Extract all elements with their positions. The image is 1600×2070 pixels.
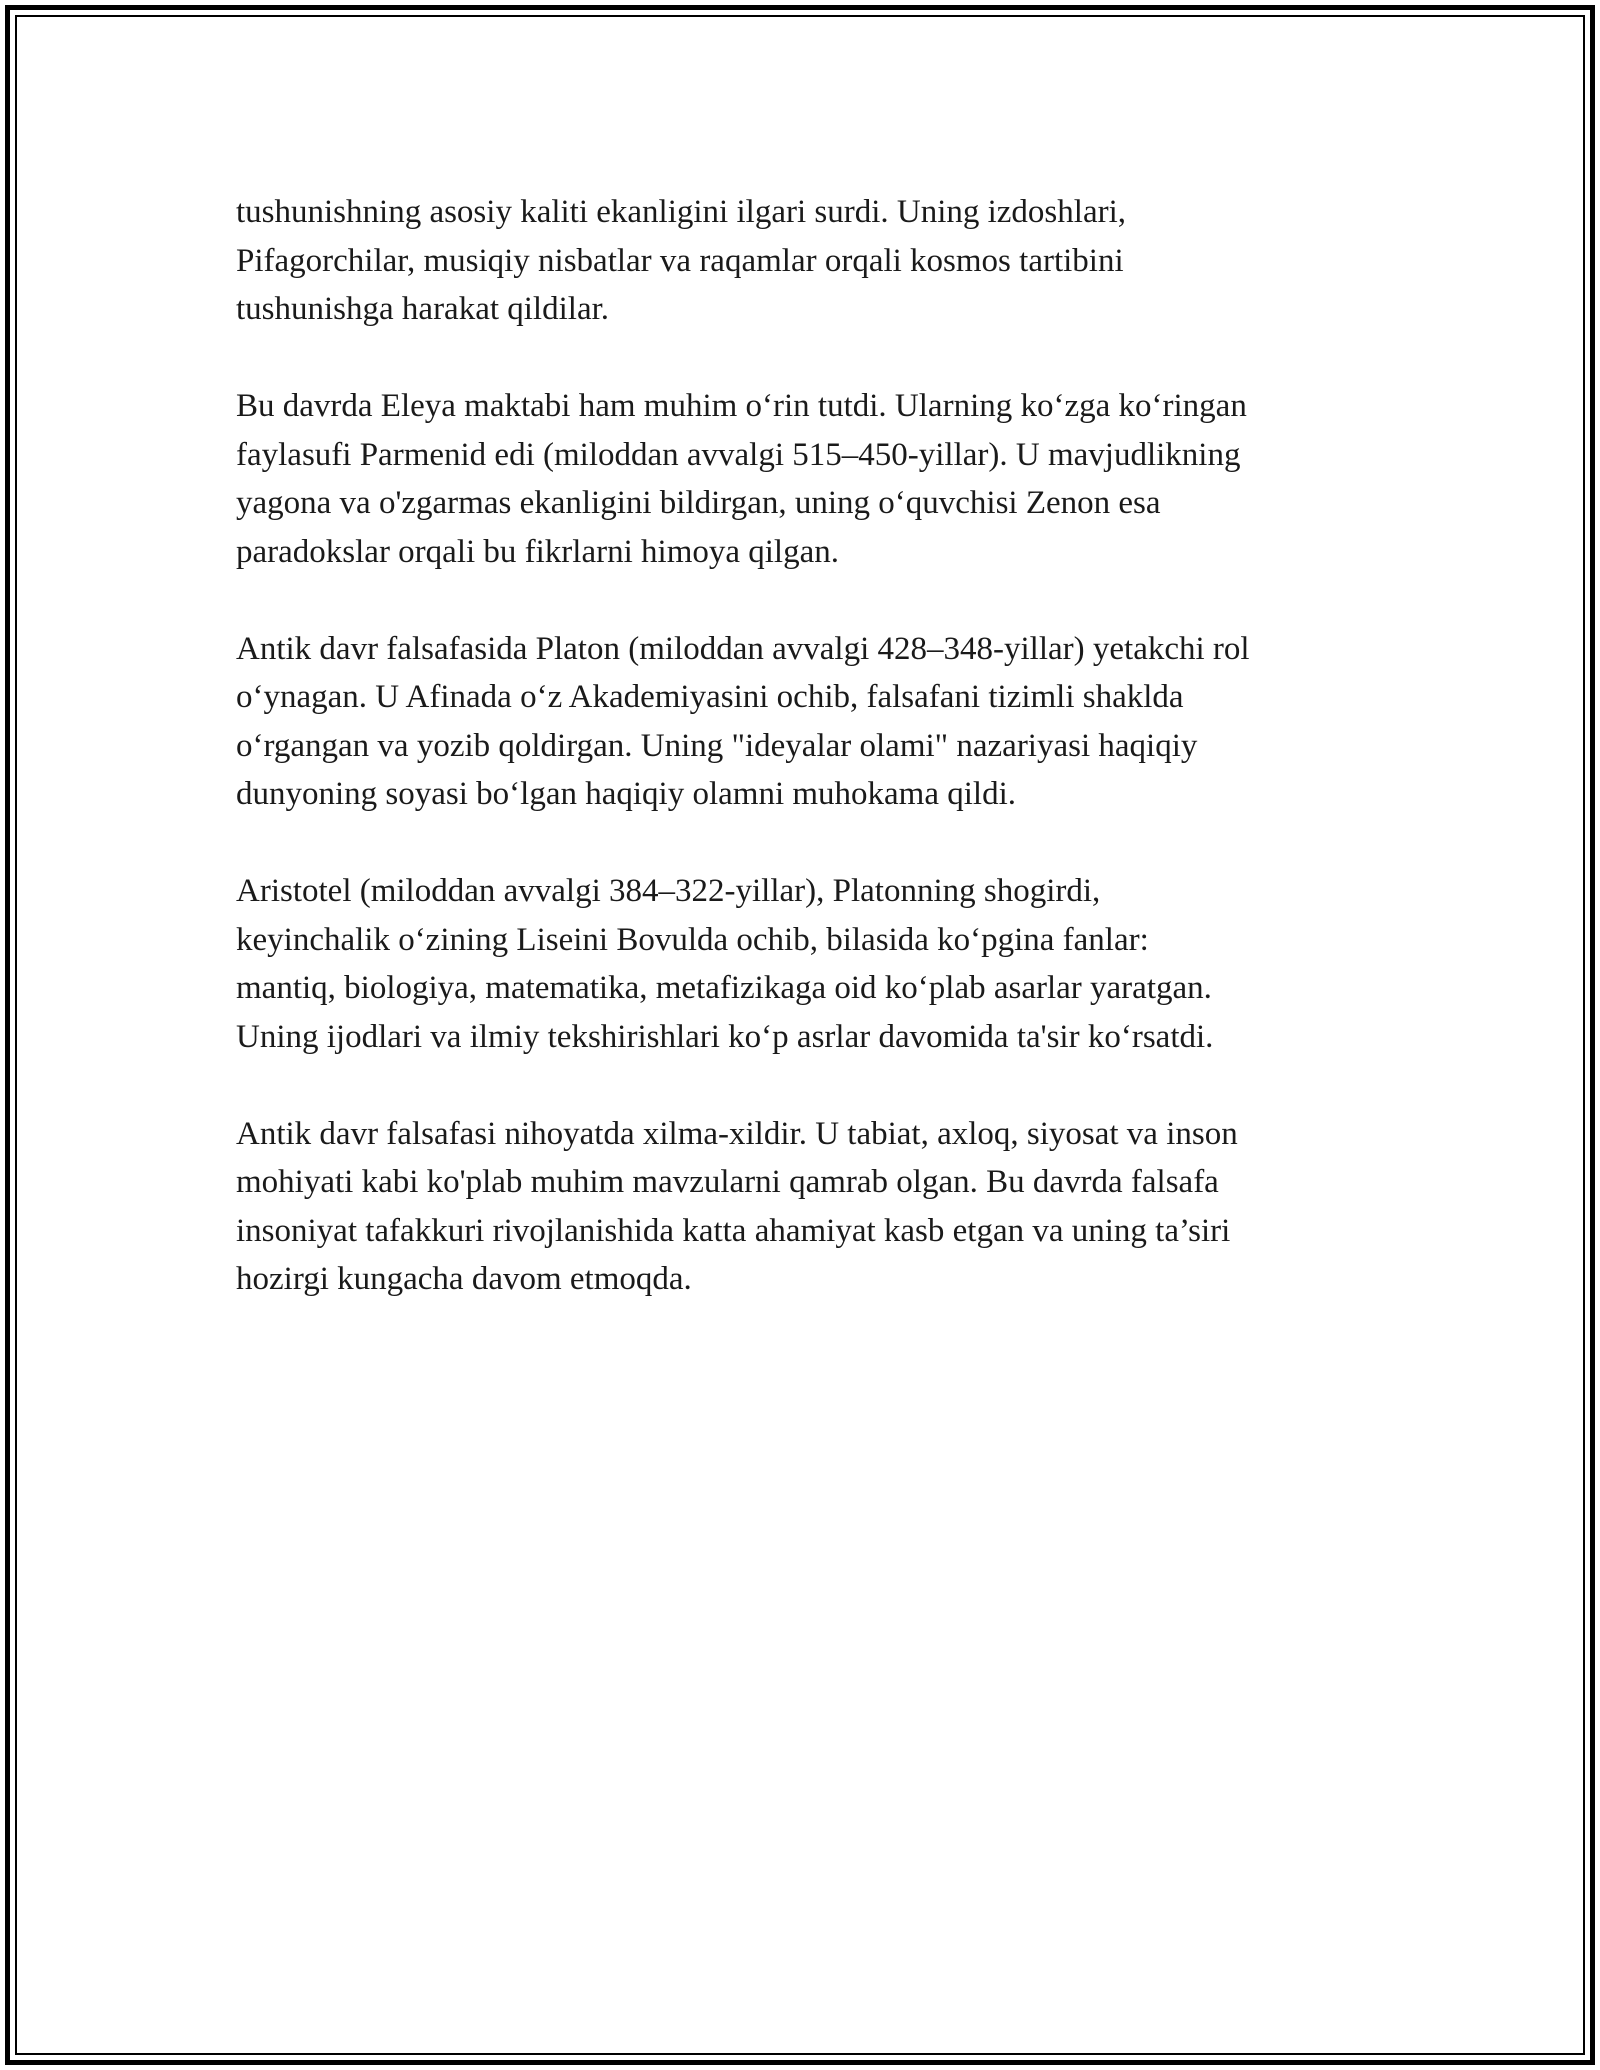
text-line: hozirgi kungacha davom etmoqda.: [236, 1261, 692, 1297]
text-line: tushunishning asosiy kaliti ekanligini ilgari surdi. Uning izdoshlari,: [236, 194, 1127, 230]
text-line: Pifagorchilar, musiqiy nisbatlar va raqamlar orqali kosmos tartibini: [236, 242, 1124, 279]
document-body: [236, 188, 1376, 1352]
text-line: keyinchalik oʻzining Liseini Bovulda ochib, bilasida koʻpgina fanlar:: [236, 921, 1149, 958]
text-line: paradokslar orqali bu fikrlarni himoya qilgan.: [236, 533, 839, 570]
text-line: Aristotel (miloddan avvalgi 384–322-yillar), Platonning shogirdi,: [236, 873, 1101, 909]
paragraph-plato: [236, 625, 1376, 819]
text-line: faylasufi Parmenid edi (miloddan avvalgi 515–450-yillar). U mavjudlikning: [236, 436, 1241, 473]
text-line: dunyoning soyasi boʻlgan haqiqiy olamni muhokama qildi.: [236, 776, 1016, 812]
text-line: yagona va o'zgarmas ekanligini bildirgan, uning oʻquvchisi Zenon esa: [236, 485, 1161, 521]
paragraph-aristotle: [236, 867, 1376, 1061]
text-line: oʻrgangan va yozib qoldirgan. Uning "ideyalar olami" nazariyasi haqiqiy: [236, 727, 1198, 764]
text-line: Antik davr falsafasi nihoyatda xilma-xildir. U tabiat, axloq, siyosat va inson: [236, 1115, 1238, 1152]
text-line: tushunishga harakat qildilar.: [236, 291, 610, 327]
text-line: Uning ijodlari va ilmiy tekshirishlari koʻp asrlar davomida ta'sir koʻrsatdi.: [236, 1018, 1214, 1055]
paragraph-pythagoreans: [236, 188, 1376, 334]
paragraph-eleatic-school: [236, 382, 1376, 576]
text-line: insoniyat tafakkuri rivojlanishida katta ahamiyat kasb etgan va uning ta’siri: [236, 1212, 1231, 1249]
text-line: mantiq, biologiya, matematika, metafizikaga oid koʻplab asarlar yaratgan.: [236, 970, 1212, 1006]
text-line: Antik davr falsafasida Platon (miloddan avvalgi 428–348-yillar) yetakchi rol: [236, 630, 1250, 667]
paragraph-conclusion: [236, 1110, 1376, 1304]
text-line: mohiyati kabi ko'plab muhim mavzularni qamrab olgan. Bu davrda falsafa: [236, 1164, 1219, 1200]
text-line: oʻynagan. U Afinada oʻz Akademiyasini ochib, falsafani tizimli shaklda: [236, 679, 1184, 715]
text-line: Bu davrda Eleya maktabi ham muhim oʻrin tutdi. Ularning koʻzga koʻringan: [236, 388, 1247, 424]
